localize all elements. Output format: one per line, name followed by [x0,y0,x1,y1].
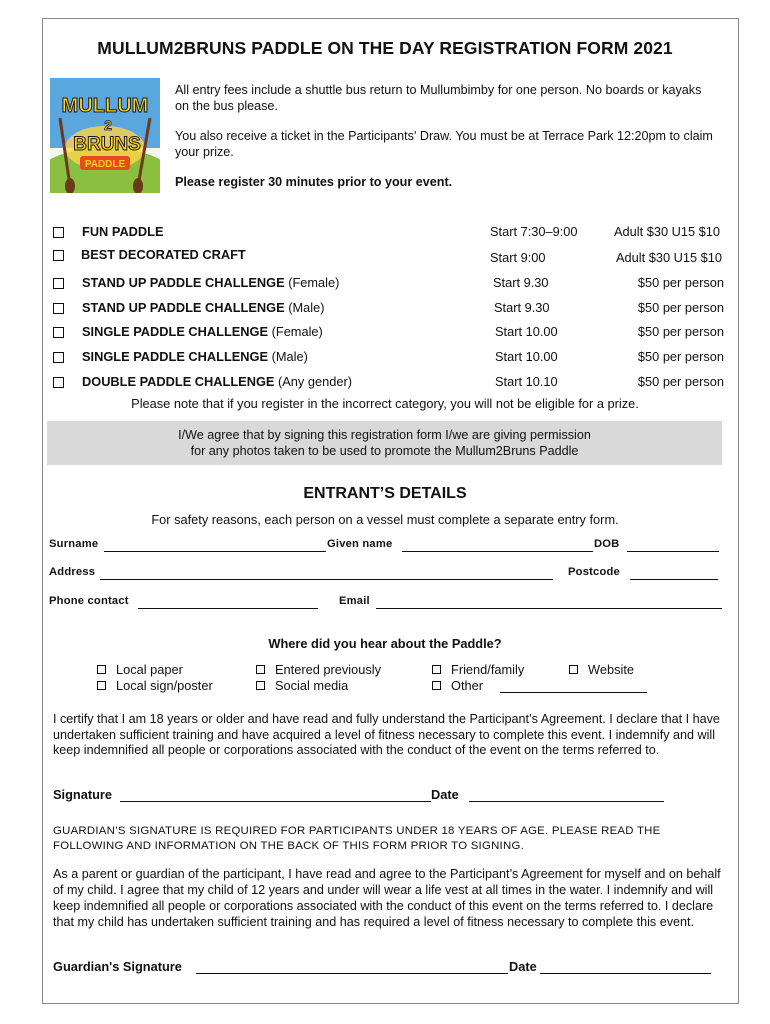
logo-text-bruns: BRUNS [73,134,141,155]
event-name: FUN PADDLE [82,224,164,239]
event-name: BEST DECORATED CRAFT [81,247,246,262]
event-price: $50 per person [637,275,724,290]
event-start: Start 9.30 [494,300,550,315]
event-price: $50 per person [637,324,724,339]
hear-option-other[interactable] [432,678,483,693]
guardian-signature-field[interactable] [196,973,508,974]
event-price: $50 per person [637,349,724,364]
option-checkbox[interactable] [569,665,578,674]
option-label: Local sign/poster [116,678,213,693]
event-row [52,275,732,295]
guardian-date-label: Date [509,959,537,974]
event-checkbox[interactable] [53,303,64,314]
event-price: $50 per person [637,374,724,389]
intro-text [175,82,715,204]
given-name-field[interactable] [402,551,593,552]
hear-option-social-media[interactable] [256,678,348,693]
other-source-field[interactable] [500,692,647,693]
event-qualifier: (Female) [288,275,340,290]
event-qualifier: (Female) [271,324,323,339]
form-title: MULLUM2BRUNS PADDLE ON THE DAY REGISTRATION FORM 2021 [97,38,673,58]
event-row [52,349,732,369]
event-start: Start 10.10 [495,374,558,389]
intro-draw: You also receive a ticket in the Participants' Draw. You must be at Terrace Park 12:20pm to claim your prize. [175,129,713,159]
event-checkbox[interactable] [53,327,64,338]
address-field[interactable] [100,579,553,580]
hear-option-entered-previously[interactable] [256,662,381,677]
logo-text-2: 2 [104,117,112,133]
event-price: Adult $30 U15 $10 [615,250,722,265]
event-checkbox[interactable] [53,227,64,238]
entrant-details-heading: ENTRANT’S DETAILS [303,485,467,502]
safety-note: For safety reasons, each person on a vessel must complete a separate entry form. [151,512,619,527]
event-row [52,300,732,320]
dob-label: DOB [594,538,620,550]
postcode-label: Postcode [568,566,620,578]
option-label: Friend/family [451,662,525,677]
guardian-signature-label: Guardian's Signature [53,959,182,974]
option-checkbox[interactable] [97,665,106,674]
option-label: Social media [275,678,349,693]
event-price: Adult $30 U15 $10 [613,224,720,239]
hear-option-friend-family[interactable] [432,662,524,677]
hear-option-website[interactable] [569,662,634,677]
option-checkbox[interactable] [432,681,441,690]
option-label: Other [451,678,484,693]
option-label: Website [588,662,634,677]
event-price: $50 per person [637,300,724,315]
agreement-line-2: for any photos taken to be used to promote the Mullum2Bruns Paddle [190,444,579,458]
surname-field[interactable] [104,551,326,552]
parent-statement: As a parent or guardian of the participant, I have read and agree to the Participant’s Agreement for myself and on behalf of my child. I agree that my child of 12 years and under will wear a life vest at all times in the water. I indemnify and will keep indemnified all people or corporations associated with the conduct of this event on the terms referred to. I declare that my child has undertaken sufficient training and has required a level of fitness necessary to complete this event. [53,867,721,929]
hear-option-local-sign[interactable] [97,678,213,693]
option-label: Entered previously [275,662,381,677]
option-checkbox[interactable] [256,665,265,674]
email-label: Email [339,595,370,607]
guardian-notice: GUARDIAN’S SIGNATURE IS REQUIRED FOR PARTICIPANTS UNDER 18 YEARS OF AGE. PLEASE READ THE FOLLOWING AND INFORMATION ON THE BACK OF THIS FORM PRIOR TO SIGNING. [53,825,661,852]
event-name: DOUBLE PADDLE CHALLENGE [82,374,275,389]
paddle-logo [50,78,160,193]
phone-field[interactable] [138,608,318,609]
dob-field[interactable] [627,551,719,552]
option-label: Local paper [116,662,183,677]
event-name: SINGLE PADDLE CHALLENGE [82,324,269,339]
given-name-label: Given name [327,538,393,550]
date-label: Date [431,787,459,802]
event-checkbox[interactable] [53,250,64,261]
event-name: SINGLE PADDLE CHALLENGE [82,349,269,364]
address-label: Address [49,566,96,578]
certify-statement: I certify that I am 18 years or older and have read and fully understand the Participant’s Agreement. I declare that I have undertaken sufficient training and have acquired a level of fitness necessary to complete this event. I indemnify and will keep indemnified all people or corporations associated with the conduct of the event on the terms referred to. [53,712,720,757]
hear-option-local-paper[interactable] [97,662,183,677]
event-qualifier: (Male) [288,300,325,315]
event-row [52,324,732,344]
event-name: STAND UP PADDLE CHALLENGE [82,275,285,290]
event-qualifier: (Male) [271,349,308,364]
photo-agreement-box [47,421,722,465]
option-checkbox[interactable] [432,665,441,674]
logo-text-mullum: MULLUM [61,95,149,117]
event-start: Start 10.00 [495,324,558,339]
event-checkbox[interactable] [53,352,64,363]
surname-label: Surname [49,538,99,550]
event-checkbox[interactable] [53,377,64,388]
signature-label: Signature [53,787,113,802]
event-checkbox[interactable] [53,278,64,289]
event-row [52,374,732,394]
postcode-field[interactable] [630,579,718,580]
event-qualifier: (Any gender) [278,374,352,389]
date-field[interactable] [469,801,664,802]
intro-register-note: Please register 30 minutes prior to your event. [175,175,453,189]
event-start: Start 9.30 [493,275,549,290]
email-field[interactable] [376,608,722,609]
event-start: Start 9:00 [490,250,546,265]
event-row [52,224,732,244]
logo-text-paddle: PADDLE [84,159,126,170]
option-checkbox[interactable] [256,681,265,690]
option-checkbox[interactable] [97,681,106,690]
phone-label: Phone contact [49,595,129,607]
hear-question: Where did you hear about the Paddle? [268,636,502,651]
event-row [52,247,732,267]
intro-shuttle: All entry fees include a shuttle bus return to Mullumbimby for one person. No boards or kayaks on the bus please. [175,83,702,113]
agreement-line-1: I/We agree that by signing this registration form I/we are giving permission [178,428,591,442]
event-start: Start 7:30–9:00 [490,224,578,239]
category-note: Please note that if you register in the incorrect category, you will not be eligible for a prize. [131,396,639,411]
event-name: STAND UP PADDLE CHALLENGE [82,300,285,315]
guardian-date-field[interactable] [540,973,711,974]
signature-field[interactable] [120,801,431,802]
event-start: Start 10.00 [495,349,558,364]
